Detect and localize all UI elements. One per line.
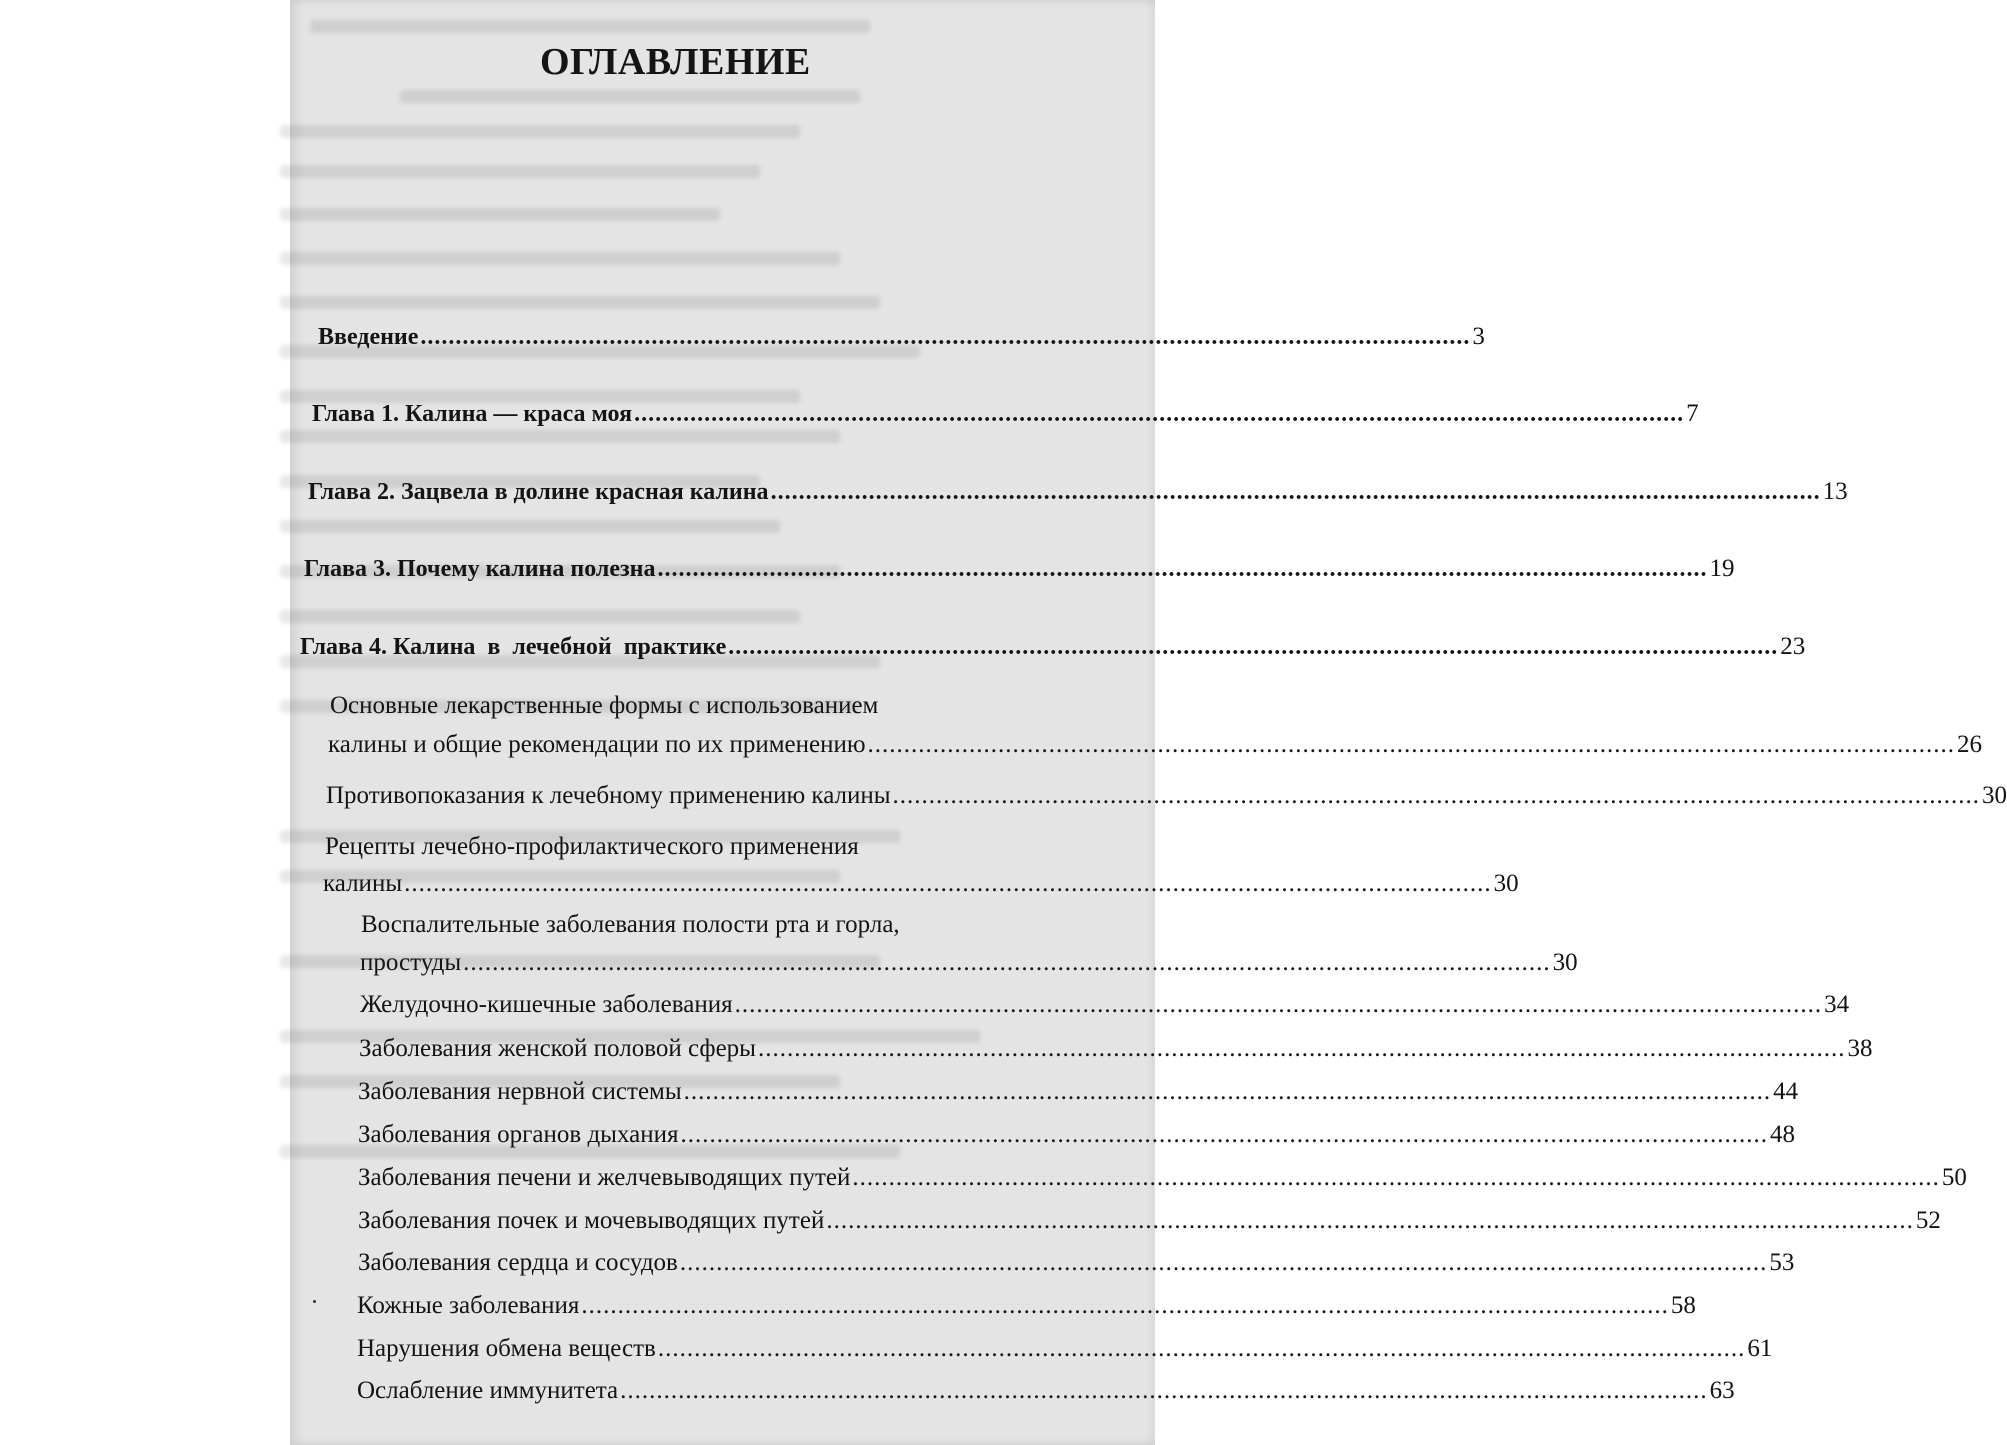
toc-entry-label: калины [323, 870, 403, 897]
toc-section-dosage-forms-line1: Основные лекарственные формы с использованием [330, 692, 879, 719]
toc-leader-dots: ...................................................................................................................................................... [420, 324, 1471, 350]
toc-leader-dots: ...................................................................................................................................................... [680, 1121, 1768, 1148]
toc-entry-page: 3 [1472, 323, 1485, 350]
toc-subsection-immunity [357, 1377, 1735, 1405]
toc-subsection-heart [358, 1249, 1795, 1277]
toc-section-dosage-forms [328, 731, 1983, 759]
toc-entry-label: Глава 2. Зацвела в долине красная калина [308, 479, 769, 505]
toc-subsection-female [359, 1035, 1873, 1063]
toc-entry-label: Глава 3. Почему калина полезна [304, 556, 656, 582]
page-title: ОГЛАВЛЕНИЕ [540, 41, 811, 83]
toc-leader-dots: ...................................................................................................................................................... [657, 556, 1708, 582]
toc-subsection-mouth-throat [360, 949, 1578, 977]
toc-entry-page: 61 [1747, 1335, 1773, 1362]
toc-entry-page: 23 [1780, 633, 1806, 660]
toc-entry-label: Глава 4. Калина в лечебной практике [300, 634, 727, 660]
toc-entry-label: Нарушения обмена веществ [357, 1335, 656, 1362]
toc-entry-chapter-4 [300, 633, 1806, 661]
toc-entry-label: Заболевания органов дыхания [358, 1121, 679, 1148]
toc-entry-page: 30 [1552, 949, 1578, 976]
toc-subsection-metabolism [357, 1335, 1773, 1363]
toc-entry-page: 52 [1915, 1207, 1941, 1234]
toc-entry-page: 38 [1847, 1035, 1873, 1062]
toc-leader-dots: ...................................................................................................................................................... [757, 1035, 1846, 1062]
toc-entry-label: Заболевания печени и желчевыводящих путей [358, 1164, 851, 1191]
toc-entry-page: 30 [1493, 870, 1519, 897]
toc-leader-dots: ...................................................................................................................................................... [404, 870, 1492, 897]
toc-subsection-mouth-throat-line1: Воспалительные заболевания полости рта и горла, [361, 911, 900, 938]
toc-leader-dots: ...................................................................................................................................................... [892, 782, 1981, 809]
toc-entry-label: Заболевания женской половой сферы [359, 1035, 756, 1062]
toc-leader-dots: ...................................................................................................................................................... [826, 1207, 1914, 1234]
toc-entry-label: простуды [360, 949, 462, 976]
toc-subsection-gastrointestinal [360, 991, 1850, 1019]
toc-subsection-respiratory [358, 1121, 1795, 1149]
toc-leader-dots: ...................................................................................................................................................... [657, 1335, 1746, 1362]
toc-leader-dots: ...................................................................................................................................................... [463, 949, 1551, 976]
toc-entry-page: 7 [1686, 400, 1699, 427]
toc-entry-label: Противопоказания к лечебному применению калины [326, 782, 891, 809]
print-speck [313, 1300, 316, 1303]
toc-entry-chapter-2 [308, 478, 1848, 506]
toc-entry-label: калины и общие рекомендации по их применению [328, 731, 866, 758]
toc-leader-dots: ...................................................................................................................................................... [728, 634, 1779, 660]
toc-entry-label: Глава 1. Калина — краса моя [312, 401, 633, 427]
toc-entry-label: Заболевания нервной системы [358, 1078, 682, 1105]
toc-section-recipes-line1: Рецепты лечебно-профилактического применения [325, 833, 859, 860]
toc-entry-page: 63 [1709, 1377, 1735, 1404]
toc-leader-dots: ...................................................................................................................................................... [581, 1292, 1669, 1319]
toc-leader-dots: ...................................................................................................................................................... [634, 401, 1685, 427]
toc-leader-dots: ...................................................................................................................................................... [770, 479, 1821, 505]
toc-subsection-liver [358, 1164, 1967, 1192]
toc-subsection-kidneys [358, 1207, 1941, 1235]
toc-entry-introduction [318, 323, 1485, 351]
toc-entry-label: Кожные заболевания [357, 1292, 580, 1319]
toc-entry-label: Заболевания почек и мочевыводящих путей [358, 1207, 825, 1234]
toc-entry-page: 26 [1957, 731, 1983, 758]
toc-entry-page: 53 [1769, 1249, 1795, 1276]
toc-section-recipes [323, 870, 1519, 898]
toc-leader-dots: ...................................................................................................................................................... [683, 1078, 1772, 1105]
toc-leader-dots: ...................................................................................................................................................... [852, 1164, 1940, 1191]
toc-entry-page: 44 [1773, 1078, 1799, 1105]
toc-entry-label: Желудочно-кишечные заболевания [360, 991, 733, 1018]
toc-leader-dots: ...................................................................................................................................................... [679, 1249, 1768, 1276]
toc-section-contraindications [326, 782, 2007, 810]
toc-entry-label: Ослабление иммунитета [357, 1377, 619, 1404]
toc-leader-dots: ...................................................................................................................................................... [867, 731, 1956, 758]
toc-entry-label: Введение [318, 324, 419, 350]
toc-subsection-skin [357, 1292, 1696, 1320]
toc-entry-page: 50 [1941, 1164, 1967, 1191]
toc-leader-dots: ...................................................................................................................................................... [734, 991, 1823, 1018]
toc-entry-page: 48 [1769, 1121, 1795, 1148]
toc-entry-page: 58 [1670, 1292, 1696, 1319]
toc-entry-page: 19 [1709, 555, 1735, 582]
toc-entry-page: 34 [1824, 991, 1850, 1018]
toc-entry-label: Заболевания сердца и сосудов [358, 1249, 678, 1276]
toc-entry-page: 13 [1822, 478, 1848, 505]
toc-leader-dots: ...................................................................................................................................................... [620, 1377, 1708, 1404]
toc-subsection-nervous [358, 1078, 1799, 1106]
toc-entry-page: 30 [1982, 782, 2007, 809]
toc-entry-chapter-1 [312, 400, 1699, 428]
toc-entry-chapter-3 [304, 555, 1735, 583]
